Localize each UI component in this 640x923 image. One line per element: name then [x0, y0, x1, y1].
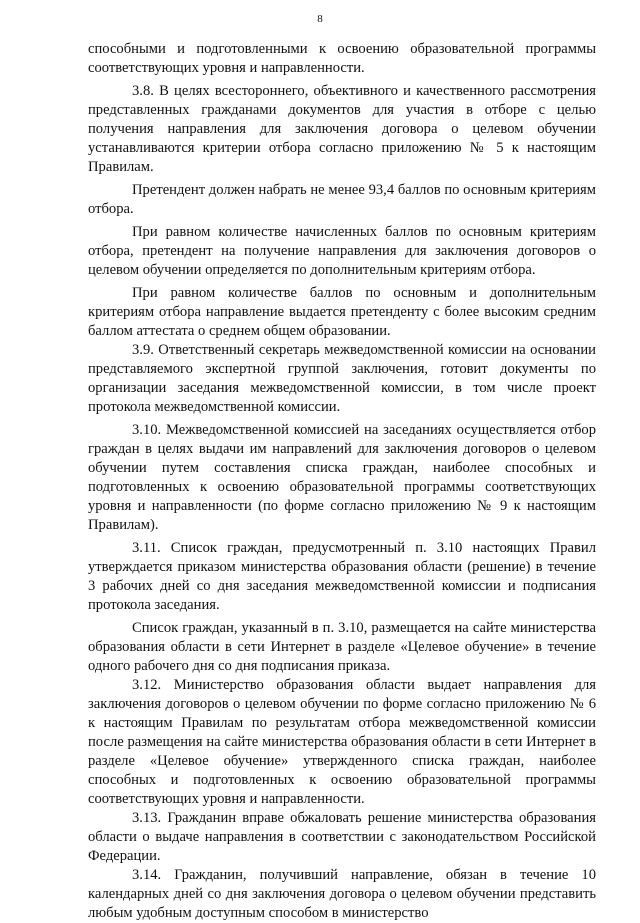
paragraph-continuation: способными и подготовленными к освоению образовательной программы соответствующих уровня и направленности.: [88, 41, 596, 76]
paragraph-3-12-referrals: 3.12. Министерство образования области выдает направления для заключения договоров о целевом обучении по форме согласно приложению № 6 к настоящим Правилам по результатам отбора межведомственной комиссии после размещения на сайте министерства образования области в сети Интернет в разделе «Целевое обучение» утвержденного списка граждан, наиболее способных и подготовленных к освоению образовательной программы соответствующих уровня и направленности.: [88, 677, 596, 807]
paragraph-equal-main-score: При равном количестве начисленных баллов по основным критериям отбора, претендент на получение направления для заключения договоров о целевом обучении определяется по дополнительным критериям отбора.: [88, 224, 596, 278]
paragraph-3-10-commission: 3.10. Межведомственной комиссией на заседаниях осуществляется отбор граждан в целях выдачи им направлений для заключения договоров о целевом обучении путем составления списка граждан, наиболее способных и подготовленных к освоению образовательной программы соответствующих уровня и направленности (по форме согласно приложению № 9 к настоящим Правилам).: [88, 422, 596, 533]
paragraph-3-8-selection-criteria: 3.8. В целях всестороннего, объективного и качественного рассмотрения представленных гражданами документов для участия в отборе с целью получения направления для заключения договора о целевом обучении устанавливаются критерии отбора согласно приложению № 5 к настоящим Правилам.: [88, 83, 596, 175]
paragraph-equal-all-score: При равном количестве баллов по основным и дополнительным критериям отбора направление выдается претенденту с более высоким средним баллом аттестата о среднем общем образовании.: [88, 285, 596, 339]
document-body: [88, 40, 596, 923]
page-number: 8: [317, 13, 323, 25]
paragraph-list-publication: Список граждан, указанный в п. 3.10, размещается на сайте министерства образования области в сети Интернет в разделе «Целевое обучение» в течение одного рабочего дня со дня подписания приказа.: [88, 620, 596, 674]
paragraph-minimum-score: Претендент должен набрать не менее 93,4 баллов по основным критериям отбора.: [88, 182, 596, 217]
paragraph-3-9-secretary: 3.9. Ответственный секретарь межведомственной комиссии на основании представляемого экспертной группой заключения, готовит документы по организации заседания межведомственной комиссии, в том числе проект протокола межведомственной комиссии.: [88, 342, 596, 415]
paragraph-3-11-list-approval: 3.11. Список граждан, предусмотренный п. 3.10 настоящих Правил утверждается приказом министерства образования области (решение) в течение 3 рабочих дней со дня заседания межведомственной комиссии и подписания протокола заседания.: [88, 540, 596, 613]
paragraph-3-13-appeal: 3.13. Гражданин вправе обжаловать решение министерства образования области о выдаче направления в соответствии с законодательством Российской Федерации.: [88, 810, 596, 864]
paragraph-3-14-obligation: 3.14. Гражданин, получивший направление, обязан в течение 10 календарных дней со дня заключения договора о целевом обучении представить любым удобным доступным способом в министерство: [88, 867, 596, 921]
